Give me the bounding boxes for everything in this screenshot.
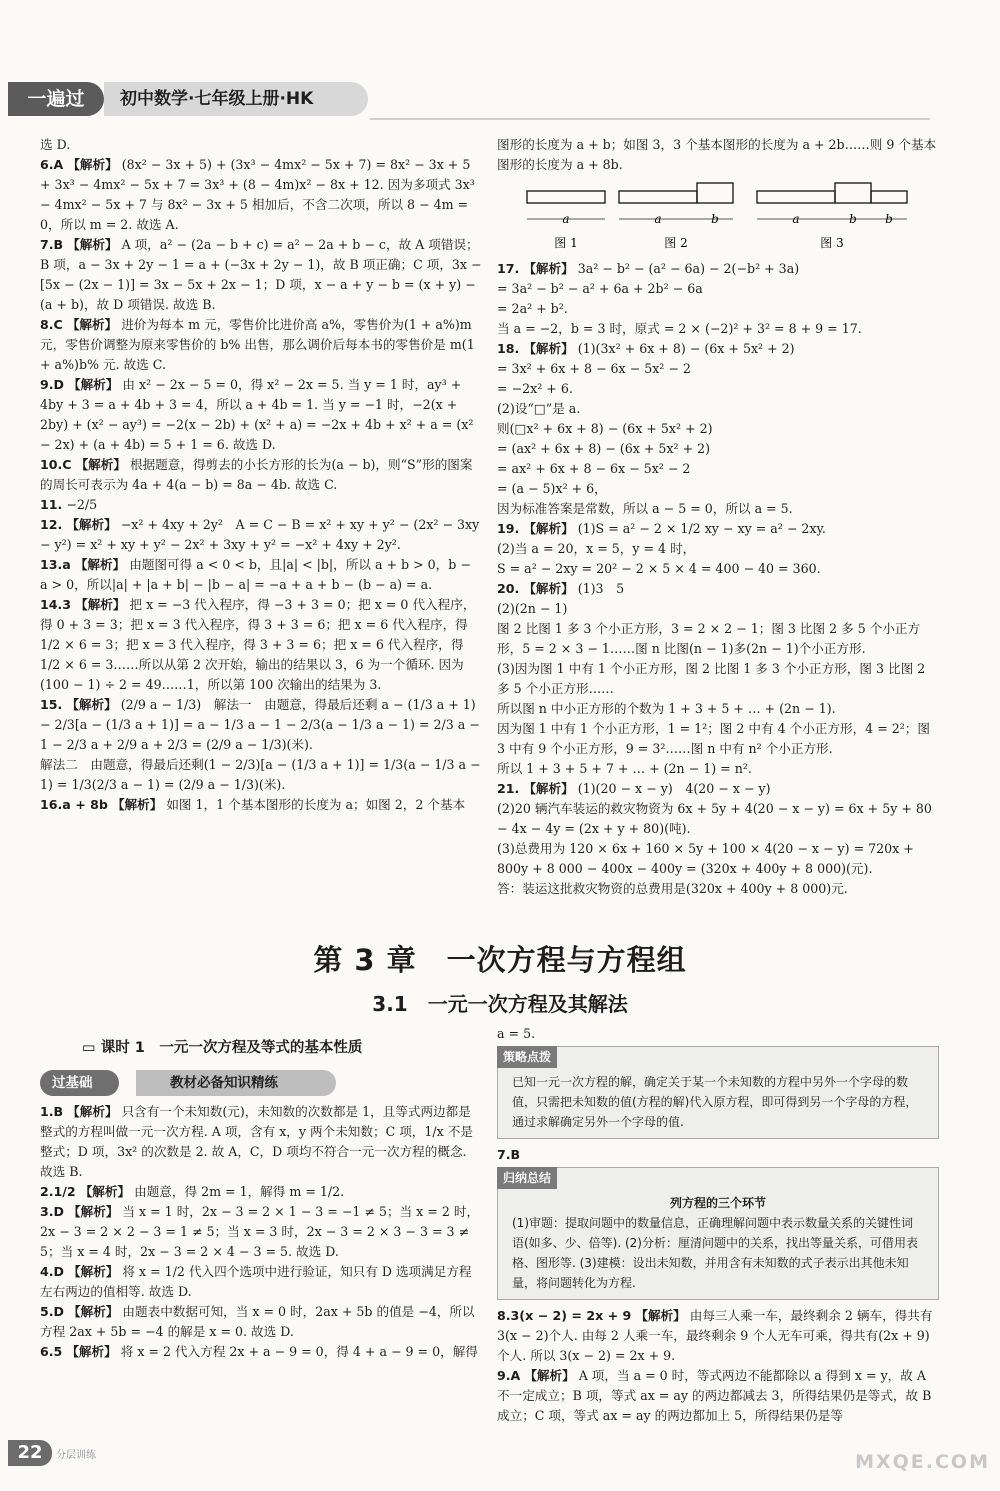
- item-number: 9.A: [497, 1368, 521, 1383]
- item-text: (2/9 a − 1/3) 解法一 由题意，得最后还剩 a − (1/3 a + 1) − 2/3[a − (1/3 a + 1)] = a − 1/3 a − 1 − 2/3(a − 1/3 a − 1) = 2/3 a − 1 − 2/3 a + 2/9 a + 2/3 = (2/9 a − 1/3)(米).: [40, 697, 480, 752]
- item-text: A 项，当 a = 0 时，等式两边不能都除以 a 得到 x = y，故 A 不一定成立；B 项，等式 ax = ay 的两边都减去 3，所得结果仍是等式，故 B 成立；C 项，等式 ax = ay 的两边都加上 5，所得结果仍是等: [497, 1368, 932, 1423]
- answer-item: [40, 555, 482, 595]
- figure-label: a: [654, 212, 662, 226]
- tag-subtitle: 教材必备知识精练: [136, 1070, 336, 1096]
- answer-item: [497, 579, 939, 599]
- strategy-tip-box: [497, 1046, 939, 1139]
- analysis-label: 【解析】: [68, 1264, 119, 1279]
- item-text: 解法二 由题意，得最后还剩(1 − 2/3)[a − (1/3 a + 1)] = 1/3(a − 1/3 a − 1) = 1/3(2/3 a − 1) = (2/9 a − 1/3)(米).: [40, 757, 481, 792]
- item-text: 由每三人乘一车，最终剩余 2 辆车，得共有 3(x − 2)个人. 由每 2 人乘一车，最终剩余 9 个人无车可乘，得共有(2x + 9)个人. 所以 3(x − 2) = 2x + 9.: [497, 1308, 933, 1363]
- answer-item: [40, 1342, 482, 1362]
- analysis-label: 【解析】: [523, 341, 574, 356]
- answer-item: [497, 479, 939, 499]
- item-text: 将 x = 2 代入方程 2x + a − 9 = 0，得 4 + a − 9 = 0，解得: [120, 1344, 478, 1359]
- answer-item: [497, 279, 939, 299]
- answer-item: [497, 135, 939, 175]
- figure-shape: [619, 191, 697, 203]
- item-text: (3)总费用为 120 × 6x + 160 × 5y + 100 × 4(20 − x − y) = 720x + 800y + 8 000 − 400x − 400y = (320x + 400y + 8 000)(元).: [497, 841, 914, 876]
- analysis-label: 【解析】: [523, 781, 574, 796]
- figure-label: a: [562, 212, 570, 226]
- analysis-label: 【解析】: [74, 557, 126, 572]
- answer-item: [40, 375, 482, 455]
- item-text: −2/5: [66, 497, 98, 512]
- answer-item: [40, 1202, 482, 1262]
- item-number: 19.: [497, 521, 520, 536]
- summary-tag: 归纳总结: [497, 1167, 557, 1189]
- answer-item: [497, 399, 939, 419]
- item-number: 10.C: [40, 457, 72, 472]
- analysis-label: 【解析】: [75, 597, 126, 612]
- item-text: (2)(2n − 1): [497, 601, 568, 616]
- analysis-label: 【解析】: [68, 1304, 119, 1319]
- basic-shape-figures: [497, 179, 939, 257]
- item-number: 8.3(x − 2) = 2x + 9: [497, 1308, 632, 1323]
- item-text: = ax² + 6x + 8 − 6x − 5x² − 2: [497, 461, 691, 476]
- item-text: = 3a² − b² − a² + 6a + 2b² − 6a: [497, 281, 703, 296]
- item-text: (2)当 a = 20，x = 5，y = 4 时，: [497, 541, 696, 556]
- analysis-label: 【解析】: [111, 797, 163, 812]
- lesson-icon: ▭: [82, 1040, 101, 1056]
- item-text: (3)因为图 1 中有 1 个小正方形，图 2 比图 1 多 3 个小正方形，图 3 比图 2 多 5 个小正方形……: [497, 661, 926, 696]
- answer-item: [40, 755, 482, 795]
- analysis-label: 【解析】: [524, 1368, 575, 1383]
- figure-label: b: [711, 212, 719, 226]
- item-text: 3a² − b² − (a² − 6a) − 2(−b² + 3a): [577, 261, 800, 276]
- answer-item: [497, 519, 939, 539]
- brand-badge: 一遍过: [8, 82, 104, 116]
- answer-item: [40, 595, 482, 695]
- analysis-label: 【解析】: [66, 517, 117, 532]
- item-text: = −2x² + 6.: [497, 381, 573, 396]
- item-number: 16.a + 8b: [40, 797, 108, 812]
- item-text: = 3x² + 6x + 8 − 6x − 5x² − 2: [497, 361, 691, 376]
- item-text: 只含有一个未知数(元)，未知数的次数都是 1，且等式两边都是整式的方程叫做一元一次方程. A 项，含有 x，y 两个未知数；C 项，1/x 不是整式；D 项，3x² 的次数是 2. 故 A，C，D 项均不符合一元一次方程的概念. 故选 B.: [40, 1104, 473, 1179]
- analysis-label: 【解析】: [523, 261, 574, 276]
- item-text: (1)S = a² − 2 × 1/2 xy − xy = a² − 2xy.: [577, 521, 826, 536]
- item-number: 9.D: [40, 377, 65, 392]
- item-text: 选 D.: [40, 137, 71, 152]
- figure-shape: [871, 191, 907, 203]
- analysis-label: 【解析】: [66, 697, 117, 712]
- right-column-bottom: [497, 1024, 939, 1426]
- item-text: −x² + 4xy + 2y² A = C − B = x² + xy + y² − (2x² − 3xy − y²) = x² + xy + y² − 2x² + 3xy + y² = −x² + 4xy + 2y².: [40, 517, 480, 552]
- item-number: 7.B: [40, 237, 64, 252]
- answer-item: [40, 155, 482, 235]
- item-text: 因为标准答案是常数，所以 a − 5 = 0，所以 a = 5.: [497, 501, 793, 516]
- analysis-label: 【解析】: [66, 317, 118, 332]
- footer-label: 分层训练: [56, 1450, 96, 1461]
- answer-item: [40, 795, 482, 815]
- item-number: 2.1/2: [40, 1184, 76, 1199]
- summary-box: [497, 1167, 939, 1300]
- item-number: 11.: [40, 497, 63, 512]
- chapter-title: 第 3 章 一次方程与方程组: [313, 943, 687, 977]
- item-text: 答：装运这批救灾物资的总费用是(320x + 400y + 8 000)元.: [497, 881, 848, 896]
- answer-item: [497, 539, 939, 559]
- answer-item: [497, 299, 939, 319]
- answer-item: [497, 699, 939, 719]
- tag-label: 过基础: [40, 1070, 119, 1096]
- figure-label: a: [792, 212, 800, 226]
- item-text: (1)(3x² + 6x + 8) − (6x + 5x² + 2): [577, 341, 795, 356]
- left-column-top: [40, 135, 482, 815]
- question-7: 7.B: [497, 1147, 521, 1162]
- item-number: 14.3: [40, 597, 72, 612]
- item-text: (2)20 辆汽车装运的救灾物资为 6x + 5y + 4(20 − x − y) = 6x + 5y + 80 − 4x − 4y = (2x + y + 80)(吨).: [497, 801, 932, 836]
- figure-strip: [497, 179, 939, 257]
- item-text: 所以 1 + 3 + 5 + 7 + … + (2n − 1) = n².: [497, 761, 752, 776]
- analysis-label: 【解析】: [523, 521, 574, 536]
- figure-label: b: [849, 212, 857, 226]
- analysis-label: 【解析】: [67, 237, 118, 252]
- answer-item: [497, 459, 939, 479]
- figure-caption: 图 3: [820, 236, 844, 250]
- answer-item: [40, 1102, 482, 1182]
- page-number: 22: [8, 1440, 52, 1466]
- item-number: 20.: [497, 581, 520, 596]
- answer-item: [40, 515, 482, 555]
- item-text: = 2a² + b².: [497, 301, 568, 316]
- analysis-label: 【解析】: [79, 1184, 131, 1199]
- answer-item: [40, 135, 482, 155]
- answer-item: [497, 359, 939, 379]
- page-header: [0, 78, 1000, 122]
- answer-item: [497, 439, 939, 459]
- item-text: 由题意，得 2m = 1，解得 m = 1/2.: [134, 1184, 345, 1199]
- figure-caption: 图 1: [554, 236, 578, 250]
- item-text: = (ax² + 6x + 8) − (6x + 5x² + 2): [497, 441, 711, 456]
- answer-item: [497, 719, 939, 759]
- book-title: 初中数学·七年级上册·HK: [104, 82, 368, 116]
- answer-item: [497, 779, 939, 799]
- analysis-label: 【解析】: [67, 157, 118, 172]
- analysis-label: 【解析】: [67, 1104, 118, 1119]
- item-text: 因为图 1 中有 1 个小正方形，1 = 1²；图 2 中有 4 个小正方形，4 = 2²；图 3 中有 9 个小正方形，9 = 3²……图 n 中有 n² 个小正方形.: [497, 721, 930, 756]
- item-text: 图 2 比图 1 多 3 个小正方形，3 = 2 × 2 − 1；图 3 比图 2 多 5 个小正方形，5 = 2 × 3 − 1……图 n 比图(n − 1)多(2n − 1)个小正方形.: [497, 621, 921, 656]
- analysis-label: 【解析】: [68, 1204, 119, 1219]
- answer-item: [40, 1262, 482, 1302]
- item-text: 如图 1，1 个基本图形的长度为 a；如图 2，2 个基本: [166, 797, 466, 812]
- answer-item: [497, 599, 939, 619]
- item-text: 把 x = −3 代入程序，得 −3 + 3 = 0；把 x = 0 代入程序，得 0 + 3 = 3；把 x = 3 代入程序，得 3 + 3 = 6；把 x = 6 代入程序，得 1/2 × 6 = 3；把 x = 3 代入程序，得 3 + 3 = 6；把 x = 6 代入程序，得 1/2 × 6 = 3……所以从第 2 次开始，输出的结果以 3，6 为一个循环. 因为(100 − 1) ÷ 2 = 49……1，所以第 100 次输出的结果为 3.: [40, 597, 476, 692]
- item-text: 图形的长度为 a + b；如图 3，3 个基本图形的长度为 a + 2b……则 9 个基本图形的长度为 a + 8b.: [497, 137, 937, 172]
- figure-shape: [757, 191, 835, 203]
- answer-item: [497, 839, 939, 879]
- analysis-label: 【解析】: [635, 1308, 686, 1323]
- section-tag: [40, 1070, 482, 1096]
- section-title: 3.1 一元一次方程及其解法: [372, 992, 628, 1016]
- item-text: 由 x² − 2x − 5 = 0，得 x² − 2x = 5. 当 y = 1 时，ay³ + 4by + 3 = a + 4b + 3 = 4，所以 a + 4b = 1. 当 y = −1 时，−2(x + 2by) + (x² − ay³) = −2(x − 2b) + (x² + a) = −2x + 4b + x² + a = (x² − 2x) + (a + 4b) = 5 + 1 = 6. 故选 D.: [40, 377, 474, 452]
- answer-item: [40, 455, 482, 495]
- figure-shape: [527, 191, 605, 203]
- right-column-top: [497, 135, 939, 899]
- item-text: 根据题意，得剪去的小长方形的长为(a − b)，则“S”形的图案的周长可表示为 4a + 4(a − b) = 8a − 4b. 故选 C.: [40, 457, 473, 492]
- item-number: 1.B: [40, 1104, 64, 1119]
- answer-item: [497, 339, 939, 359]
- answer-item: [497, 319, 939, 339]
- strategy-tip-text: 已知一元一次方程的解，确定关于某一个未知数的方程中另外一个字母的数值，只需把未知数的值(方程的解)代入原方程，即可得到另一个字母的方程，通过求解确定另外一个字母的值.: [512, 1075, 918, 1129]
- item-number: 4.D: [40, 1264, 65, 1279]
- summary-title: 列方程的三个环节: [669, 1196, 766, 1210]
- answer-item: [497, 759, 939, 779]
- item-text: (1)(20 − x − y) 4(20 − x − y): [577, 781, 771, 796]
- item-number: 6.5: [40, 1344, 63, 1359]
- item-text: 当 x = 1 时，2x − 3 = 2 × 1 − 3 = −1 ≠ 5；当 x = 2 时，2x − 3 = 2 × 2 − 3 = 1 ≠ 5；当 x = 3 时，2x − 3 = 2 × 3 − 3 = 3 ≠ 5；当 x = 4 时，2x − 3 = 2 × 4 − 3 = 5. 故选 D.: [40, 1204, 480, 1259]
- answer-item: [497, 499, 939, 519]
- analysis-label: 【解析】: [75, 457, 126, 472]
- header-rule: [370, 118, 930, 120]
- item-text: = (a − 5)x² + 6，: [497, 481, 607, 496]
- left-column-bottom: [40, 1034, 482, 1362]
- answer-item: [497, 259, 939, 279]
- item-text: 由题图可得 a < 0 < b，且|a| < |b|，所以 a + b > 0，b − a > 0，所以|a| + |a + b| − |b − a| = −a + a + b − (b − a) = a.: [40, 557, 471, 592]
- answer-item: [40, 315, 482, 375]
- item-text: 由题表中数据可知，当 x = 0 时，2ax + 5b 的值是 −4，所以方程 2ax + 5b = −4 的解是 x = 0. 故选 D.: [40, 1304, 475, 1339]
- answer-item: [40, 1302, 482, 1342]
- answer-item: [497, 419, 939, 439]
- item-number: 21.: [497, 781, 520, 796]
- answer-item: [497, 619, 939, 659]
- figure-label: b: [885, 212, 893, 226]
- answer-item: [40, 695, 482, 755]
- item-text: 所以图 n 中小正方形的个数为 1 + 3 + 5 + … + (2n − 1).: [497, 701, 836, 716]
- item-number: 3.D: [40, 1204, 65, 1219]
- item-text: (1)3 5: [577, 581, 625, 596]
- item-text: (8x² − 3x + 5) + (3x³ − 4mx² − 5x + 7) = 8x² − 3x + 5 + 3x³ − 4mx² − 5x + 7 = 3x³ + (8 − 4m)x² − 8x + 12. 因为多项式 3x³ − 4mx² − 5x + 7 与 8x² − 3x + 5 相加后，不含二次项，所以 8 − 4m = 0，所以 m = 2. 故选 A.: [40, 157, 475, 232]
- answer-item: [40, 235, 482, 315]
- answer-item: [497, 879, 939, 899]
- strategy-tip-tag: 策略点拨: [497, 1046, 557, 1068]
- answer-item: [40, 1182, 482, 1202]
- lesson-title: ▭ 课时 1 一元一次方程及等式的基本性质: [82, 1040, 363, 1056]
- figure-caption: 图 2: [664, 236, 688, 250]
- answer-line: a = 5.: [497, 1026, 536, 1041]
- item-number: 17.: [497, 261, 520, 276]
- answer-item: [497, 659, 939, 699]
- answer-item: [497, 799, 939, 839]
- item-number: 13.a: [40, 557, 71, 572]
- item-text: 则(□x² + 6x + 8) − (6x + 5x² + 2): [497, 421, 713, 436]
- page-footer: [8, 1440, 148, 1466]
- answer-item: [497, 1366, 939, 1426]
- item-number: 5.D: [40, 1304, 65, 1319]
- answer-item: [497, 379, 939, 399]
- analysis-label: 【解析】: [68, 377, 119, 392]
- item-number: 12.: [40, 517, 63, 532]
- analysis-label: 【解析】: [66, 1344, 117, 1359]
- item-text: (2)设“□”是 a.: [497, 401, 581, 416]
- site-watermark: MXQE.COM: [855, 1451, 990, 1473]
- item-text: A 项，a² − (2a − b + c) = a² − 2a + b − c，故 A 项错误；B 项，a − 3x + 2y − 1 = a + (−3x + 2y − 1)，故 B 项正确；C 项，3x − [5x − (2x − 1)] = 3x − 5x + 2x − 1；D 项，x − a + y − b = (x + y) − (a + b)，故 D 项错误. 故选 B.: [40, 237, 482, 312]
- item-text: 将 x = 1/2 代入四个选项中进行验证，知只有 D 选项满足方程左右两边的值相等. 故选 D.: [40, 1264, 472, 1299]
- item-number: 18.: [497, 341, 520, 356]
- answer-item: [40, 495, 482, 515]
- item-text: 进价为每本 m 元，零售价比进价高 a%，零售价为(1 + a%)m 元，零售价调整为原来零售价的 b% 出售，那么调价后每本书的零售价是 m(1 + a%)b% 元. 故选 C.: [40, 317, 475, 372]
- answer-item: [497, 559, 939, 579]
- item-text: 当 a = −2，b = 3 时，原式 = 2 × (−2)² + 3² = 8 + 9 = 17.: [497, 321, 862, 336]
- item-number: 15.: [40, 697, 63, 712]
- figure-shape: [835, 183, 871, 203]
- item-number: 8.C: [40, 317, 63, 332]
- item-text: S = a² − 2xy = 20² − 2 × 5 × 4 = 400 − 40 = 360.: [497, 561, 821, 576]
- analysis-label: 【解析】: [523, 581, 574, 596]
- answer-item: [497, 1306, 939, 1366]
- item-number: 6.A: [40, 157, 64, 172]
- summary-text: (1)审题：提取问题中的数量信息，正确理解问题中表示数量关系的关键性词语(如多、少、倍等). (2)分析：厘清问题中的关系，找出等量关系，可借用表格、图形等. (3)建模：设出未知数，并用含有未知数的式子表示出其他未知量，将问题转化为方程.: [512, 1216, 918, 1290]
- figure-shape: [697, 183, 733, 203]
